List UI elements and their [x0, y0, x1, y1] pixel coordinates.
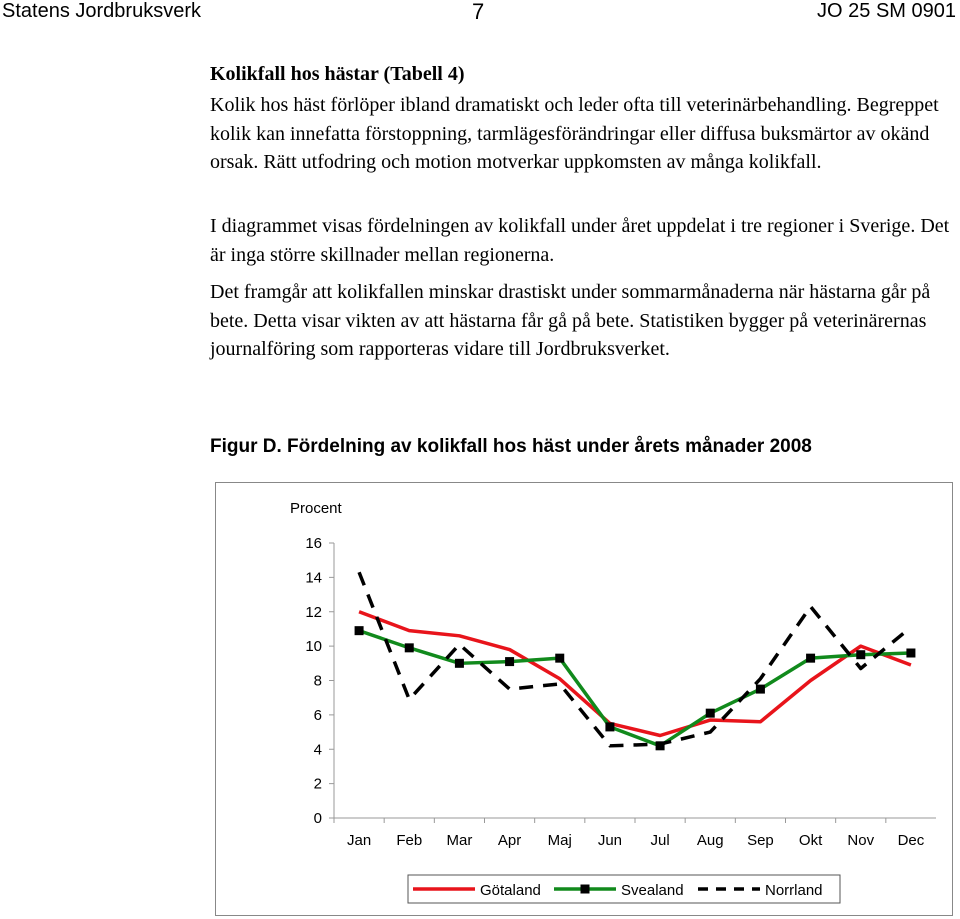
data-point-marker — [405, 643, 414, 652]
y-tick-label: 6 — [313, 706, 322, 724]
y-tick-label: 4 — [313, 741, 322, 759]
x-tick-label: Dec — [897, 832, 925, 849]
y-tick-label: 16 — [305, 535, 322, 552]
legend-marker — [581, 885, 590, 894]
paragraph-summer: Det framgår att kolikfallen minskar drastiskt under sommarmånaderna när hästarna går på bete. Detta visar vikten av att hästarna får gå på bete. Statistiken bygger på veterinärernas journalföring som rapporteras vidare till Jordbruksverket. — [210, 281, 931, 360]
x-tick-label: Jul — [650, 832, 670, 849]
y-tick-label: 14 — [305, 569, 322, 587]
x-tick-label: Mar — [446, 832, 473, 849]
section-title: Kolikfall hos hästar (Tabell 4) — [210, 63, 465, 85]
data-point-marker — [756, 685, 765, 694]
data-point-marker — [906, 649, 915, 658]
y-tick-label: 12 — [305, 603, 322, 621]
y-tick-label: 10 — [305, 638, 322, 656]
data-point-marker — [806, 654, 815, 663]
legend-label-götaland: Götaland — [480, 882, 541, 899]
figure-caption: Figur D. Fördelning av kolikfall hos häst under årets månader 2008 — [210, 436, 812, 457]
y-tick-label: 2 — [313, 775, 322, 793]
data-point-marker — [505, 657, 514, 666]
paragraph-regions: I diagrammet visas fördelningen av kolikfall under året uppdelat i tre regioner i Sverige. Det är inga större skillnader mellan regionerna. — [210, 215, 950, 266]
chart-frame — [215, 482, 953, 916]
line-chart — [216, 483, 952, 915]
x-tick-label: Jun — [597, 832, 623, 849]
data-point-marker — [355, 626, 364, 635]
x-tick-label: Okt — [798, 832, 823, 849]
y-axis-label: Procent — [290, 500, 342, 517]
x-tick-label: Jan — [346, 832, 372, 849]
x-tick-label: Feb — [396, 832, 423, 849]
page-number: 7 — [472, 0, 485, 24]
x-tick-label: Aug — [696, 832, 724, 849]
header-left: Statens Jordbruksverk — [2, 0, 201, 22]
legend — [408, 875, 840, 903]
legend-label-svealand: Svealand — [621, 882, 684, 899]
data-point-marker — [555, 654, 564, 663]
legend-label-norrland: Norrland — [765, 882, 823, 899]
data-point-marker — [856, 650, 865, 659]
x-tick-label: Apr — [497, 832, 522, 849]
header-right: JO 25 SM 0901 — [817, 0, 956, 22]
series-lines — [355, 572, 916, 750]
x-tick-label: Nov — [847, 832, 875, 849]
data-point-marker — [706, 709, 715, 718]
axes — [305, 535, 936, 849]
x-tick-label: Sep — [747, 832, 774, 849]
data-point-marker — [605, 722, 614, 731]
paragraph-intro: Kolik hos häst förlöper ibland dramatiskt och leder ofta till veterinärbehandling. Begreppet kolik kan innefatta förstoppning, tarmlägesförändringar eller diffusa buksmärtor av okänd orsak. Rätt utfodring och motion motverkar uppkomsten av många kolikfall. — [210, 94, 939, 173]
y-tick-label: 8 — [313, 672, 322, 690]
x-tick-label: Maj — [547, 832, 572, 849]
data-point-marker — [455, 659, 464, 668]
y-tick-label: 0 — [313, 810, 322, 827]
